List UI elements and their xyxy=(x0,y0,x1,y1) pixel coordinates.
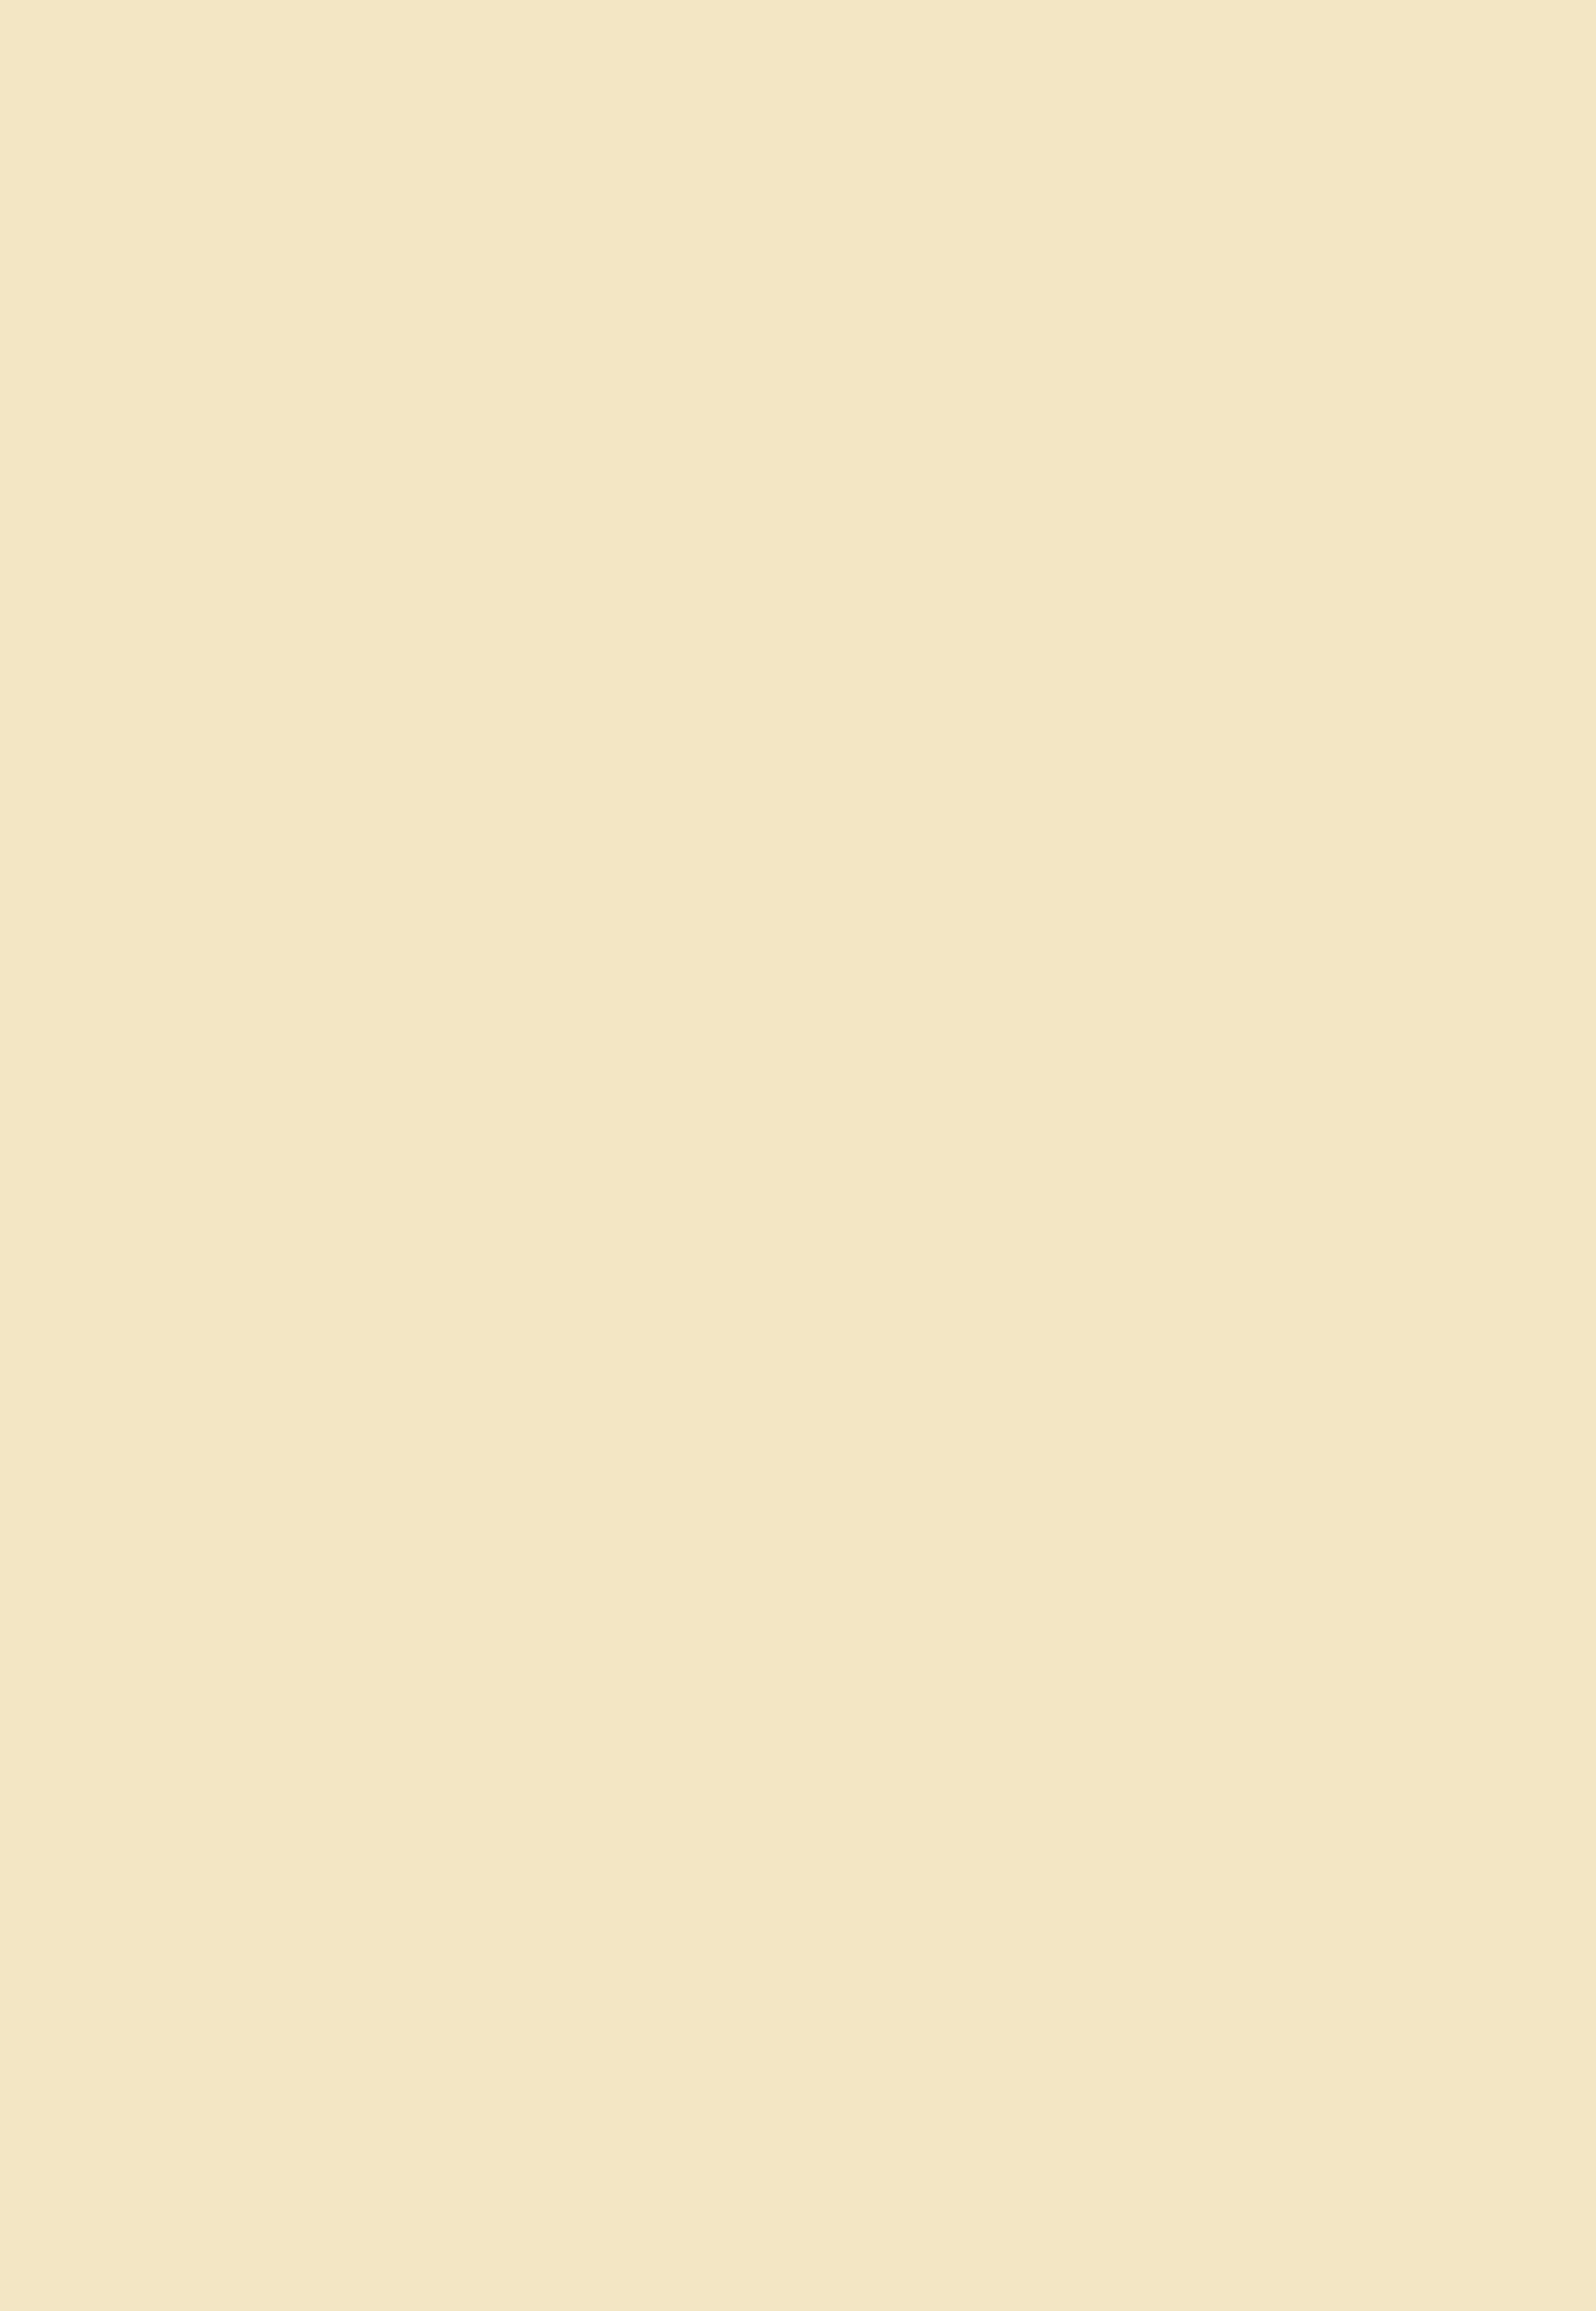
verse-1-line-1 xyxy=(87,415,1471,446)
verse-2-line-1 xyxy=(87,456,1471,487)
verse-3-line-1 xyxy=(87,497,1471,528)
